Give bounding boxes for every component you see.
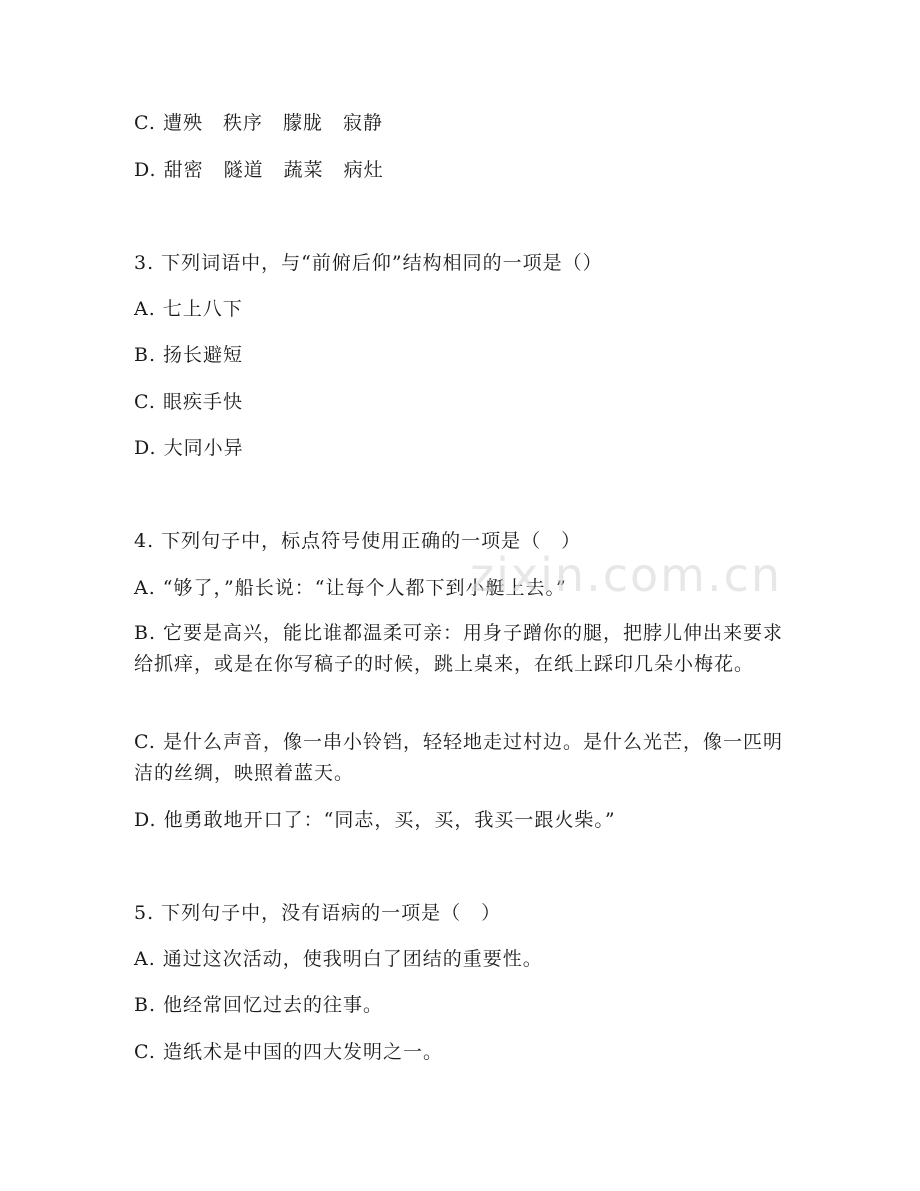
- watermark-logo: zixin.com.cn: [470, 548, 783, 602]
- question-5-option-c: C. 造纸术是中国的四大发明之一。: [134, 1041, 443, 1063]
- question-5-option-a: A. 通过这次活动，使我明白了团结的重要性。: [134, 948, 543, 970]
- question-2-option-d: D. 甜密 隧道 蔬菜 病灶: [134, 159, 384, 181]
- question-4-option-d: D. 他勇敢地开口了：“同志，买，买，我买一跟火柴。”: [134, 809, 616, 831]
- question-3-option-c: C. 眼疾手快: [134, 391, 243, 413]
- question-3-option-a: A. 七上八下: [134, 298, 243, 320]
- question-3-option-d: D. 大同小异: [134, 437, 244, 459]
- question-3-stem: 3. 下列词语中，与“前俯后仰”结构相同的一项是（）: [134, 252, 603, 274]
- question-4-stem: 4. 下列句子中，标点符号使用正确的一项是（ ）: [134, 530, 582, 552]
- question-4-option-a: A. “够了，”船长说：“让每个人都下到小艇上去。”: [134, 577, 567, 599]
- question-3-option-b: B. 扬长避短: [134, 344, 244, 366]
- question-2-option-c: C. 遭殃 秩序 朦胧 寂静: [134, 112, 383, 134]
- question-5-option-b: B. 他经常回忆过去的往事。: [134, 994, 384, 1016]
- question-4-option-b: B. 它要是高兴，能比谁都温柔可亲：用身子蹭你的腿，把脖儿伸出来要求给抓痒，或是在你写稿子的时候，跳上桌来，在纸上踩印几朵小梅花。: [134, 622, 784, 675]
- question-5-stem: 5. 下列句子中，没有语病的一项是（ ）: [134, 902, 502, 924]
- question-4-option-c: C. 是什么声音，像一串小铃铛，轻轻地走过村边。是什么光芒，像一匹明洁的丝绸，映照着蓝天。: [134, 731, 783, 784]
